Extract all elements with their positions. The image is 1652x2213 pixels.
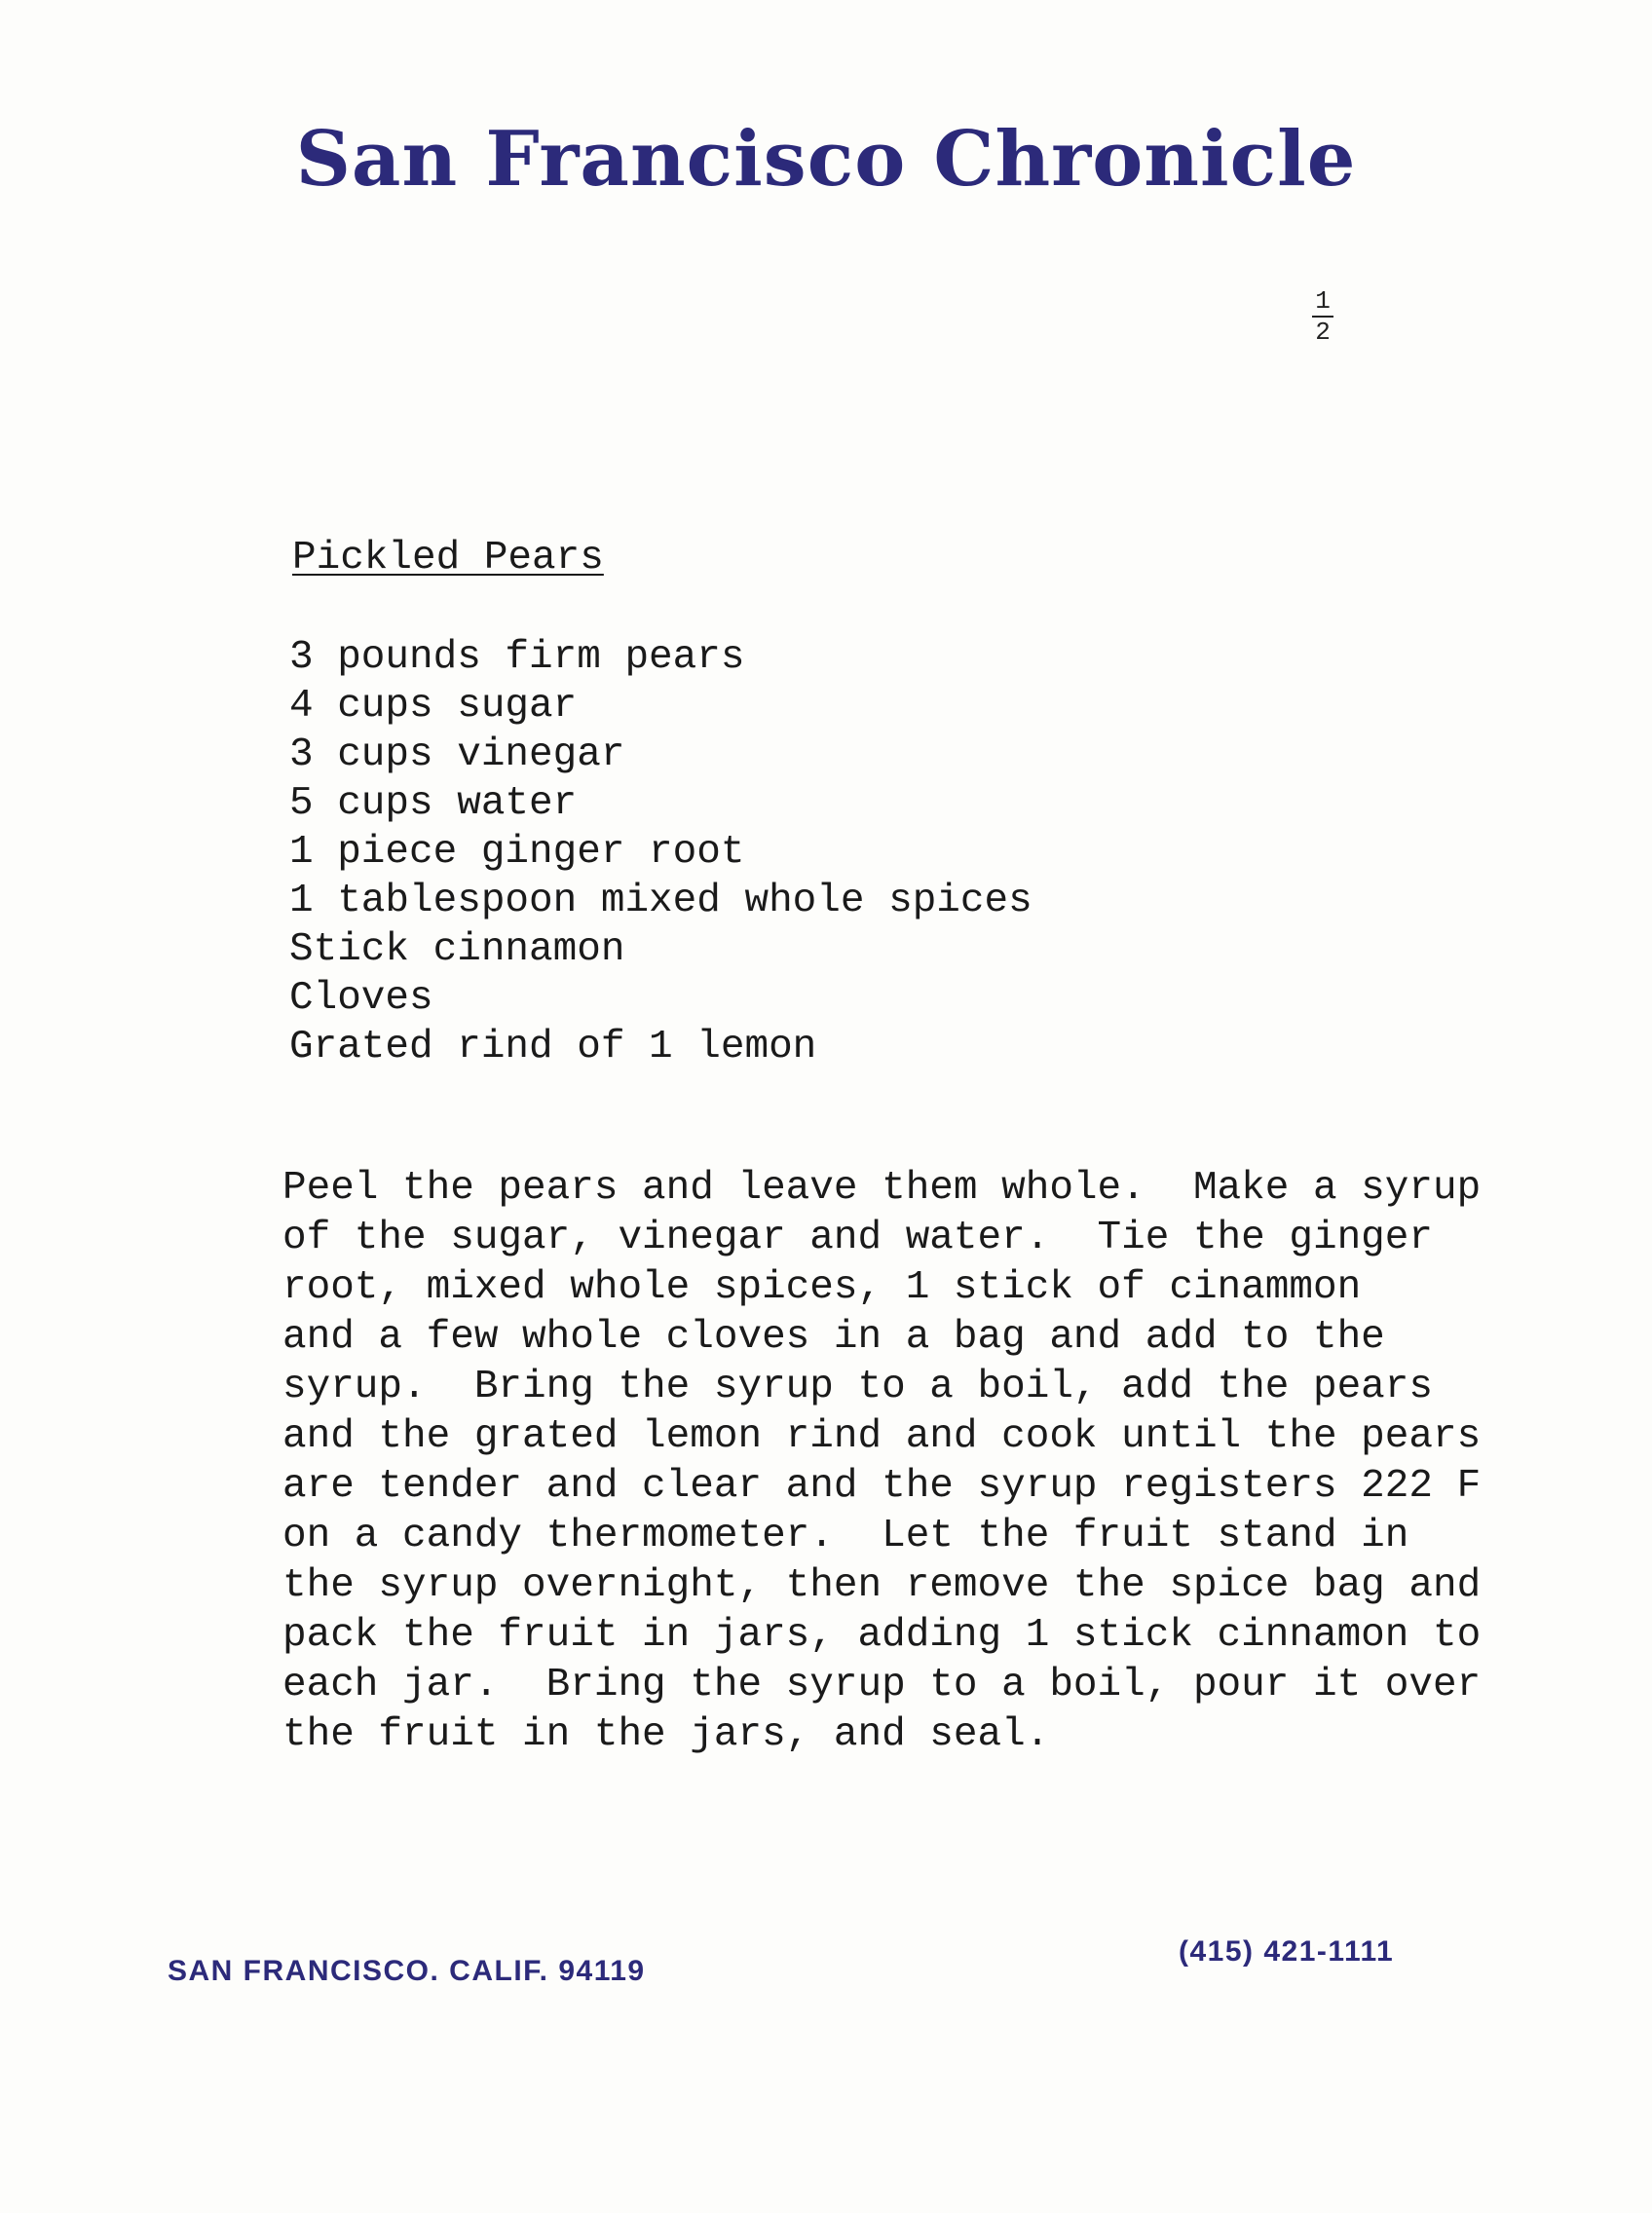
ingredient-item: 3 pounds firm pears <box>289 635 745 680</box>
ingredient-item: 1 tablespoon mixed whole spices <box>289 879 1032 923</box>
instruction-line: Peel the pears and leave them whole. Make a syrup <box>282 1166 1482 1211</box>
ingredient-item: Stick cinnamon <box>289 927 625 972</box>
instruction-line: and the grated lemon rind and cook until the pears <box>282 1414 1482 1459</box>
instruction-line: root, mixed whole spices, 1 stick of cinammon <box>282 1265 1362 1310</box>
recipe-title: Pickled Pears <box>292 536 604 581</box>
instruction-line: pack the fruit in jars, adding 1 stick cinnamon to <box>282 1613 1482 1658</box>
footer-address: SAN FRANCISCO. CALIF. 94119 <box>168 1955 646 1987</box>
instruction-line: the fruit in the jars, and seal. <box>282 1712 1050 1757</box>
page-number-fraction <box>1303 288 1342 345</box>
instruction-line: on a candy thermometer. Let the fruit stand in <box>282 1514 1409 1558</box>
instruction-line: the syrup overnight, then remove the spice bag and <box>282 1563 1482 1608</box>
ingredient-item: 5 cups water <box>289 781 578 826</box>
page-fraction-numerator: 1 <box>1315 286 1331 316</box>
page-fraction-denominator: 2 <box>1315 318 1331 347</box>
instruction-line: syrup. Bring the syrup to a boil, add the pears <box>282 1365 1433 1409</box>
instructions-paragraph <box>282 1164 1481 1760</box>
ingredient-list <box>289 633 1032 1071</box>
instruction-line: of the sugar, vinegar and water. Tie the ginger <box>282 1216 1433 1260</box>
footer-phone: (415) 421-1111 <box>1179 1935 1395 1968</box>
ingredient-item: 4 cups sugar <box>289 684 578 729</box>
ingredient-item: Grated rind of 1 lemon <box>289 1025 817 1069</box>
ingredient-item: 1 piece ginger root <box>289 830 745 875</box>
instruction-line: and a few whole cloves in a bag and add to the <box>282 1315 1385 1360</box>
masthead-logo: San Francisco Chronicle <box>295 115 1357 204</box>
ingredient-item: Cloves <box>289 976 433 1021</box>
instruction-line: are tender and clear and the syrup registers 222 F <box>282 1464 1482 1509</box>
ingredient-item: 3 cups vinegar <box>289 732 625 777</box>
instruction-line: each jar. Bring the syrup to a boil, pour it over <box>282 1663 1482 1707</box>
